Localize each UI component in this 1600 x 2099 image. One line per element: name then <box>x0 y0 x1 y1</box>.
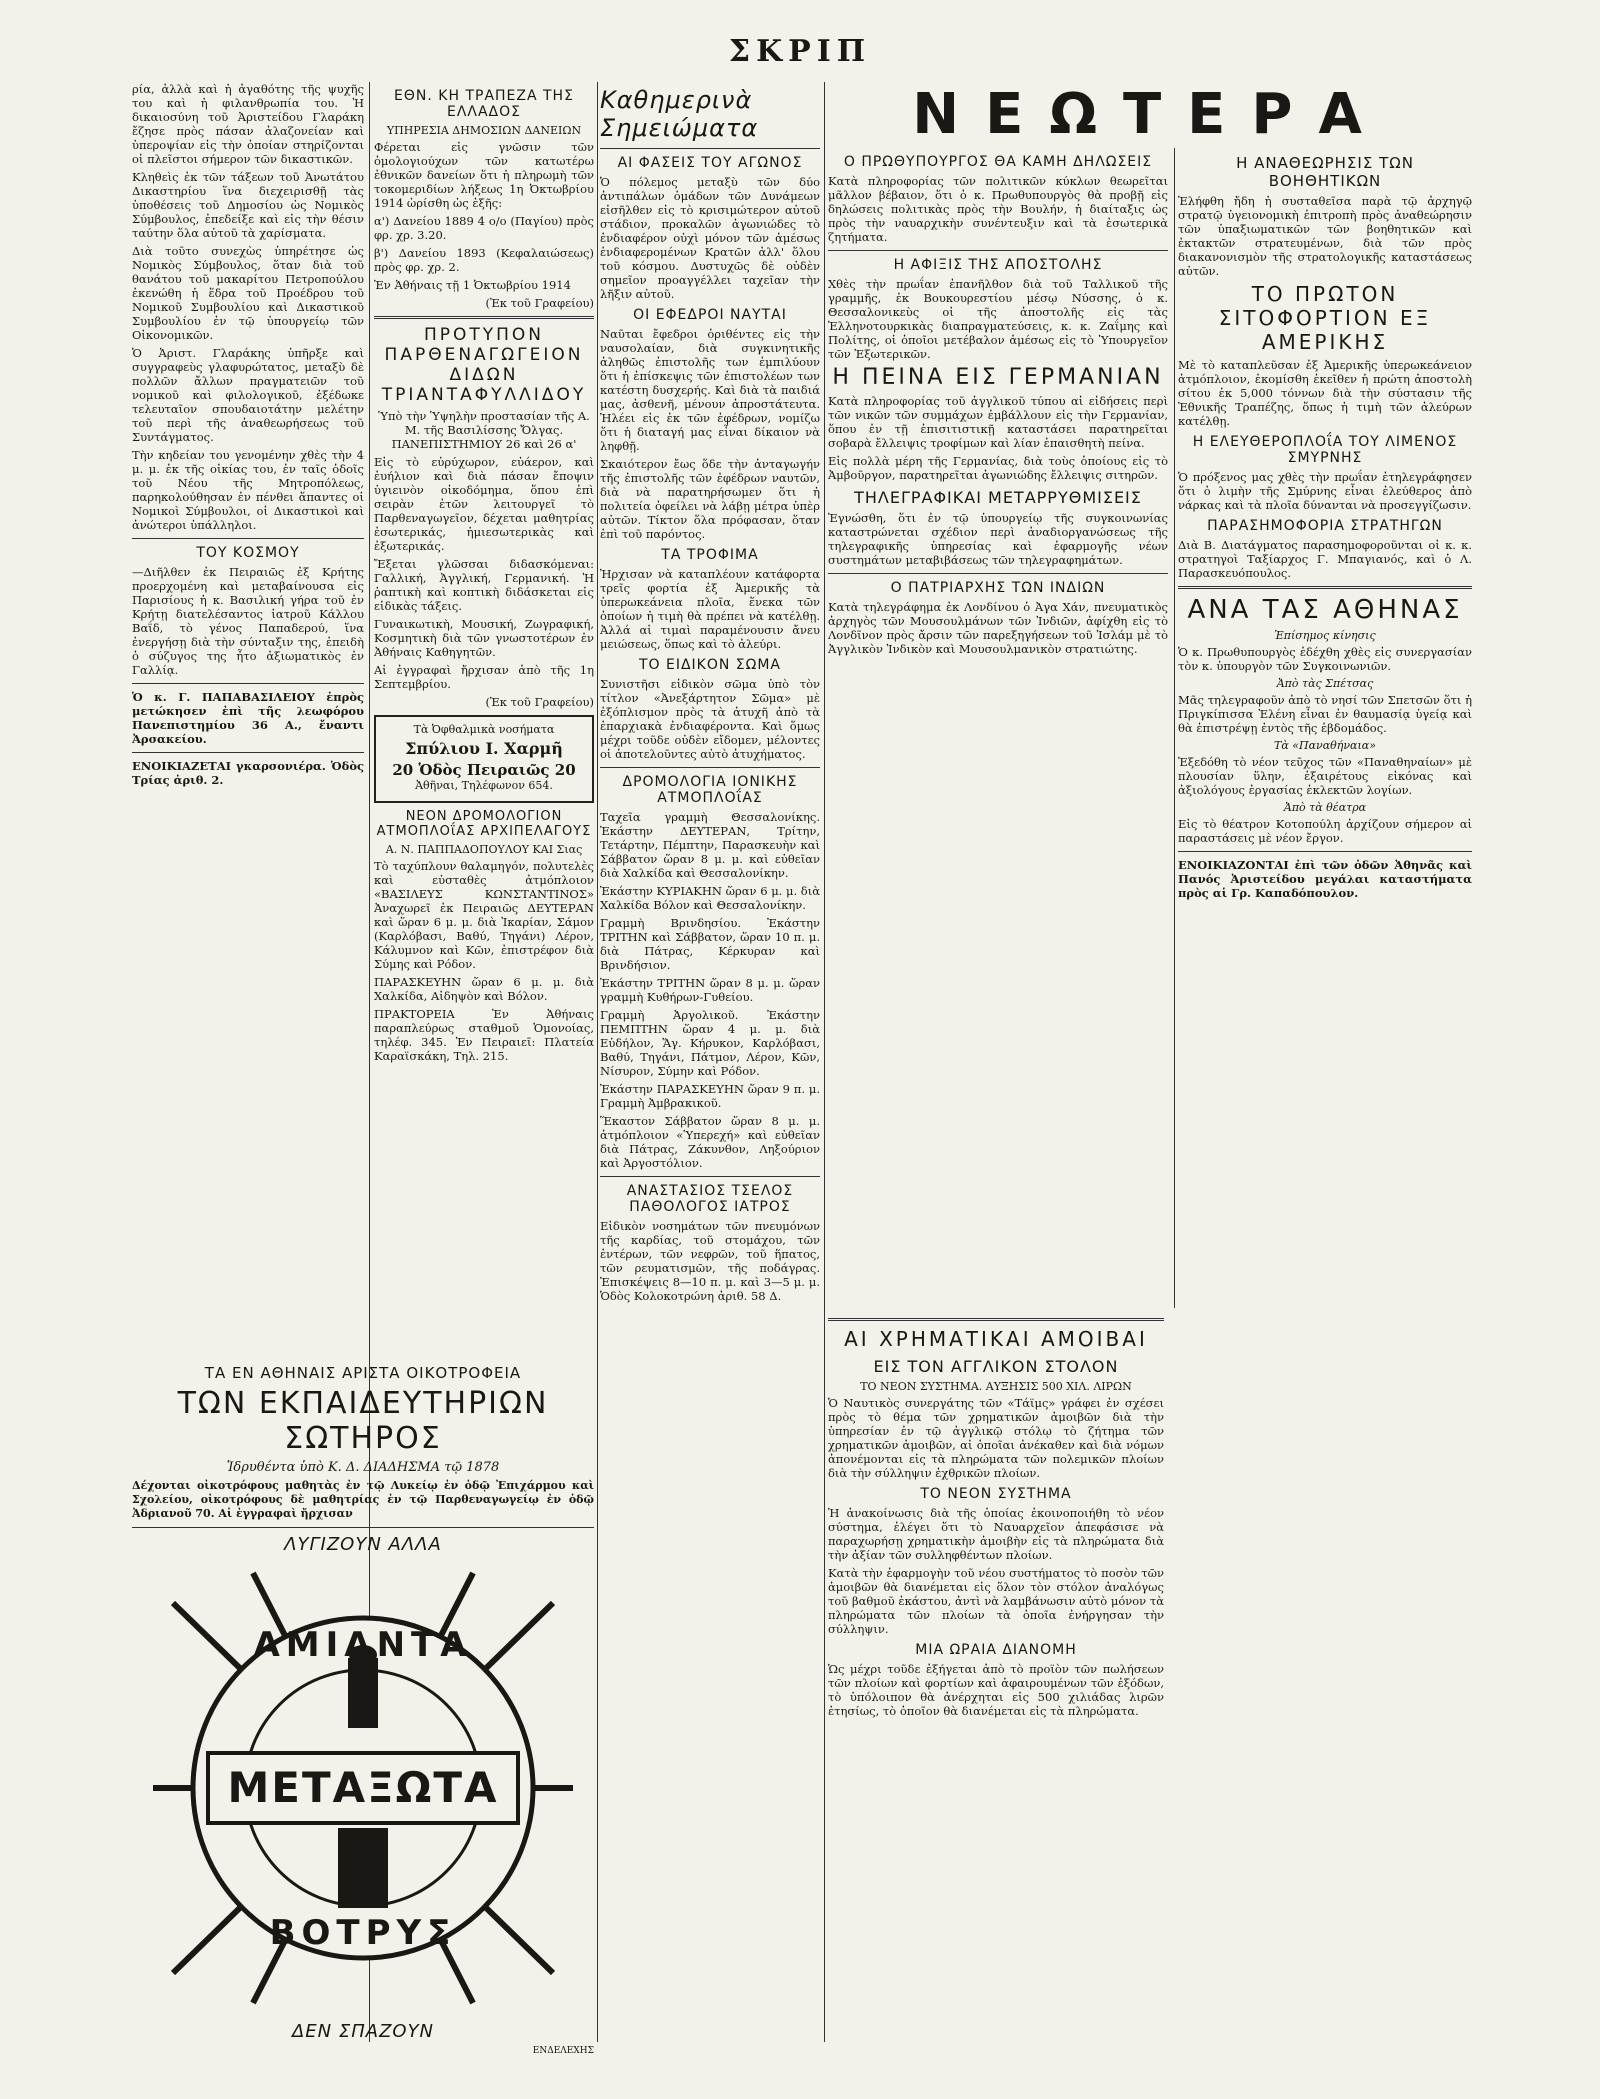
divider <box>828 250 1168 251</box>
article-subheadline: ΤΟ ΝΕΟΝ ΣΥΣΤΗΜΑ. ΑΥΞΗΣΙΣ 500 ΧΙΛ. ΛΙΡΩΝ <box>860 1380 1132 1393</box>
ad-founded: Ἱδρυθέντα ὑπὸ Κ. Δ. ΔΙΑΔΗΣΜΑ τῷ 1878 <box>226 1460 500 1475</box>
article-text: Κληθεὶς ἐκ τῶν τάξεων τοῦ Ἀνωτάτου Δικαστηρίου ἵνα διεχειρισθῇ τὰς ὑποθέσεις τοῦ Δημοσίου ὡς Νομικὸς Σύμβουλος, ἐπεδείξε καὶ εἰς τὴν θέσιν ταύτην ὅλα αὐτοῦ τὰ χαρίσματα. <box>132 170 364 240</box>
article-text: Κατὰ τηλεγράφημα ἐκ Λονδίνου ὁ Ἀγα Χάν, πνευματικὸς ἀρχηγὸς τῶν Μουσουλμάνων τῶν Ἰνδιῶν, ἀφίχθη εἰς τὸ Λονδῖνον πρὸς ἄρσιν τῶν παρεξηγήσεων τοῦ Ἰσλάμ μὲ τὸ Ἀγγλικὸν Ἰνδικὸν καὶ Μουσουλμανικὸν στρατιώτης. <box>828 600 1168 656</box>
article-text: Κατὰ πληροφορίας τῶν πολιτικῶν κύκλων θεωρεῖται μᾶλλον βέβαιον, ὅτι ὁ κ. Πρωθυπουργὸς θὰ προβῇ εἰς δηλώσεις πολιτικὰς πρὸς τὴν Βουλήν, ἡ διαίταξις ὡς πρὸς τὴν ναυαρχικὴν συνέντευξιν καὶ τὰ ἐσωτερικὰ ζητήματα. <box>828 174 1168 244</box>
column-4 <box>828 148 1168 1308</box>
divider <box>374 316 594 319</box>
article-text: Εἰς τὸ θέατρον Κοτοπούλη ἀρχίζουν σήμερον αἱ παραστάσεις μὲ νέον ἔργον. <box>1178 817 1472 845</box>
article-text: Ἔξεται γλῶσσαι διδασκόμεναι: Γαλλική, Ἀγγλική, Γερμανική. Ἡ ῥαπτικὴ καὶ κοπτικὴ διδάσκεται εἰς εἰδικὰς τάξεις. <box>374 557 594 613</box>
article-text: Εἰς πολλὰ μέρη τῆς Γερμανίας, διὰ τοὺς ὁποίους εἰς τὸ Ἀμβοῦργον, παρατηρεῖται ἀγωνιώδης ἔλλειψις σιτηρῶν. <box>828 454 1168 482</box>
column-2 <box>374 82 594 1352</box>
wine-ad-emblem <box>153 1563 573 2013</box>
divider <box>1178 586 1472 589</box>
article-text: Ὁ Ναυτικὸς συνεργάτης τῶν «Τάϊμς» γράφει ἐν σχέσει πρὸς τὸ θέμα τῶν χρηματικῶν ἀμοιβῶν διὰ τὴν ὑπηρεσίαν ἐν τῷ ἀγγλικῷ στόλῳ τὸ ζήτημα τῶν χρηματικῶν ἀμοιβῶν, αἱ ὁποῖαι ἀνέκαθεν καὶ διὰ νόμων ἀπονέμονται εἰς τὰ πληρώματα τῶν πολεμικῶν πλοίων διὰ τὴν σύλληψιν ἐχθρικῶν πλοίων. <box>828 1396 1164 1480</box>
divider <box>132 752 364 753</box>
article-text: Ἐκάστην ΚΥΡΙΑΚΗΝ ὥραν 6 μ. μ. διὰ Χαλκίδα Βόλον καὶ Θεσσαλονίκην. <box>600 884 820 912</box>
divider <box>600 767 820 768</box>
section-subheading: ΤΟ ΝΕΟΝ ΣΥΣΤΗΜΑ <box>920 1486 1072 1502</box>
section-heading: ΕΘΝ. ΚΗ ΤΡΑΠΕΖΑ ΤΗΣ ΕΛΛΑΔΟΣ <box>394 88 574 120</box>
ad-title: Τὰ Ὀφθαλμικὰ νοσήματα <box>413 723 555 736</box>
article-text: Μὲ τὸ καταπλεῦσαν ἐξ Ἀμερικῆς ὑπερωκεάνειον ἀτμόπλοιον, ἐκομίσθη ἐκεῖθεν ἡ πρώτη ἀποστολὴ σίτου ἐκ 5,000 τόννων διὰ τὴν σύστασιν τῆς Ἐθνικῆς Τραπέζης, ὅπως ἡ τιμὴ τῶν ἀλεύρων κατέλθῃ. <box>1178 358 1472 428</box>
article-text: Φέρεται εἰς γνῶσιν τῶν ὁμολογιούχων τῶν κατωτέρω ἐθνικῶν δανείων ὅτι ἡ πληρωμὴ τῶν τοκομεριδίων λήξεως 1η Ὀκτωβρίου 1914 ὡρίσθη ὡς ἑξῆς: <box>374 140 594 210</box>
advertisement-box <box>374 715 594 803</box>
section-heading: Ο ΠΑΤΡΙΑΡΧΗΣ ΤΩΝ ΙΝΔΙΩΝ <box>890 580 1106 596</box>
section-subheading: Ἐπίσημος κίνησις <box>1274 629 1376 642</box>
article-text: α') Δανείου 1889 4 ο/ο (Παγίου) πρὸς φρ. χρ. 3.20. <box>374 214 594 242</box>
divider <box>132 1527 594 1528</box>
dateline: Ἐν Ἀθήναις τῇ 1 Ὀκτωβρίου 1914 <box>374 278 571 292</box>
ad-phone: Ἀθῆναι, Τηλέφωνον 654. <box>415 779 553 792</box>
section-heading: ΤΟΥ ΚΟΣΜΟΥ <box>196 545 300 561</box>
section-heading: ΠΑΡΑΣΗΜΟΦΟΡΙΑ ΣΤΡΑΤΗΓΩΝ <box>1207 518 1443 534</box>
section-heading: ΤΗΛΕΓΡΑΦΙΚΑΙ ΜΕΤΑΡΡΥΘΜΙΣΕΙΣ <box>854 488 1142 507</box>
section-heading: ΔΡΟΜΟΛΟΓΙΑ ΙΟΝΙΚΗΣ ΑΤΜΟΠΛΟΐΑΣ <box>622 774 798 806</box>
article-text: Εἰδικὸν νοσημάτων τῶν πνευμόνων τῆς καρδίας, τοῦ στομάχου, τῶν ἐντέρων, τῶν νεφρῶν, τοῦ ἥπατος, τῶν ρευματισμῶν, τῆς ποδάγρας. Ἐπισκέψεις 8—10 π. μ. καὶ 3—5 μ. μ. Ὁδὸς Κολοκοτρώνη ἀριθ. 58 Δ. <box>600 1219 820 1303</box>
classified-ad: ΕΝΟΙΚΙΑΖΟΝΤΑΙ ἐπὶ τῶν ὁδῶν Ἀθηνᾶς καὶ Πανός Ἀριστείδου μεγάλαι καταστήματα πρὸς αἱ Γρ. Καπαδόπουλον. <box>1178 858 1472 900</box>
article-text: Ἐκάστην ΠΑΡΑΣΚΕΥΗΝ ὥραν 9 π. μ. Γραμμὴ Ἀμβρακικοῦ. <box>600 1082 820 1110</box>
article-text: ΠΑΡΑΣΚΕΥΗΝ ὥραν 6 μ. μ. διὰ Χαλκίδα, Αἰδηψὸν καὶ Βόλον. <box>374 975 594 1003</box>
section-heading: ΤΟ ΠΡΩΤΟΝ ΣΙΤΟΦΟΡΤΙΟΝ ΕΞ ΑΜΕΡΙΚΗΣ <box>1218 282 1432 354</box>
column-rule <box>1174 148 1175 1308</box>
divider <box>600 148 820 149</box>
article-text: Γυναικωτικὴ, Μουσική, Ζωγραφική, Κοσμητικὴ διὰ τῶν γνωστοτέρων ἐν Ἀθήναις Καθηγητῶν. <box>374 617 594 659</box>
section-subheading: ΜΙΑ ΩΡΑΙΑ ΔΙΑΝΟΜΗ <box>915 1642 1077 1658</box>
article-text: β') Δανείου 1893 (Κεφαλαιώσεως) πρὸς φρ. χρ. 2. <box>374 246 594 274</box>
article-text: Εἰς τὸ εὐρύχωρον, εὐάερον, καὶ ἐυήλιον καὶ διὰ πάσαν ἔποψιν ὑγιεινὸν οἰκοδόμημα, ὅπου ἐπὶ σειρὰν ἐτῶν λειτουργεῖ τὸ Παρθεναγωγεῖον, δέχεται μαθητρίας ἐσωτερικάς, ἡμιεσωτερικὰς καὶ ἐξωτερικάς. <box>374 455 594 553</box>
masthead: ΣΚΡΙΠ <box>728 34 872 69</box>
wide-article <box>828 1312 1164 1722</box>
article-text: Σκαιότερον ἔως ὅδε τὴν ἀνταγωγήν τῆς ἐπιστολῆς τῶν ἐφέδρων ναυτῶν, διὰ νὰ παρατηρήσωμεν ὅτι ἡ πολιτεία ὀφείλει νὰ λάβῃ μέτρα ὑπὲρ αὐτῶν. Τίκτον ὅλα πρόφασαν, ὅταν ἐπὶ τοῦ παρόντος. <box>600 457 820 541</box>
section-heading: Η ΠΕΙΝΑ ΕΙΣ ΓΕΡΜΑΝΙΑΝ <box>832 365 1164 390</box>
article-text: —Διῆλθεν ἐκ Πειραιῶς ἐξ Κρήτης προερχομένη καὶ μεταβαίνουσα εἰς Παρισίους ἡ κ. Βασιλική γήρα τοῦ ἐν Κρήτῃ διατελέσαντος ἰατροῦ Κάλλου Βαΐδ, τὸ γένος Παπαδερού, ἵνα ἐνεργήσῃ διὰ τὴν σύνταξιν της, ἐπειδὴ ὁ σύζυγος της ἦτο ἀξιωματικὸς ἐν Γαλλίᾳ. <box>132 565 364 677</box>
article-text: Ταχεῖα γραμμὴ Θεσσαλονίκης. Ἐκάστην ΔΕΥΤΕΡΑΝ, Τρίτην, Τετάρτην, Πέμπτην, Παρασκευὴν καὶ Σάββατον ὥραν 8 μ. μ. καὶ εὐθεῖαν διὰ Χαλκίδα καὶ Θεσσαλονίκην. <box>600 810 820 880</box>
article-headline: ΑΙ ΧΡΗΜΑΤΙΚΑΙ ΑΜΟΙΒΑΙ <box>844 1327 1148 1351</box>
article-text: Κατὰ πληροφορίας τοῦ ἀγγλικοῦ τύπου αἱ εἰδήσεις περὶ τῶν νικῶν τῶν συμμάχων ἐμβάλλουν εἰς τὴν Γερμανίαν, ὅπου ἐν τῇ ἐπισιτιστικῇ καταστάσει παρατηρεῖται σοβαρὰ ἔλλειψις τροφίμων καὶ λίαν ἐπαισθητὴ πείνα. <box>828 394 1168 450</box>
section-heading: ΑΝΑ ΤΑΣ ΑΘΗΝΑΣ <box>1187 595 1463 625</box>
ad-text: Δέχονται οἰκοτρόφους μαθητὰς ἐν τῷ Λυκείῳ ἐν ὁδῷ Ἐπιχάρμου καὶ Σχολείου, οἰκοτρόφους δὲ μαθητρίας ἐν τῷ Παρθεναγωγείῳ ἐν ὁδῷ Ἀδριανοῦ 70. Αἱ ἐγγραφαὶ ἤρχισαν <box>132 1479 594 1520</box>
divider <box>828 1318 1164 1321</box>
article-text: Ἡ ἀνακοίνωσις διὰ τῆς ὁποίας ἐκοινοποιήθη τὸ νέον σύστημα, ἐλέγει ὅτι τὸ Ναυαρχεῖον ἀπεφάσισε νὰ παραχωρήσῃ χρηματικὴν ἀμοιβὴν εἰς τὰ πληρώματα διὰ τὴν ἀξίαν τῶν συλληφθέντων πλοίων. <box>828 1506 1164 1562</box>
section-subheading: ΤΟ ΕΙΔΙΚΟΝ ΣΩΜΑ <box>638 657 782 673</box>
article-text: Ὑπὸ τὴν Ὑψηλὴν προστασίαν τῆς Α. Μ. τῆς Βασιλίσσης Ὄλγας. ΠΑΝΕΠΙΣΤΗΜΙΟΥ 26 καὶ 26 α' <box>378 409 590 451</box>
section-heading: Ο ΠΡΩΘΥΠΟΥΡΓΟΣ ΘΑ ΚΑΜΗ ΔΗΛΩΣΕΙΣ <box>843 154 1153 170</box>
section-subheading: Ἀπὸ τὰ θέατρα <box>1283 801 1367 814</box>
engraver-signature: ΕΝΔΕΛΕΧΗΣ <box>532 2046 594 2056</box>
column-5 <box>1178 148 1472 2068</box>
section-heading: Η ΕΛΕΥΘΕΡΟΠΛΟΐΑ ΤΟΥ ΛΙΜΕΝΟΣ ΣΜΥΡΝΗΣ <box>1192 434 1458 466</box>
dateline: Αἱ ἐγγραφαὶ ἤρχισαν ἀπὸ τῆς 1η Σεπτεμβρίου. <box>374 663 594 691</box>
ad-heading: ΤΑ ΕΝ ΑΘΗΝΑΙΣ ΑΡΙΣΤΑ ΟΙΚΟΤΡΟΦΕΙΑ <box>204 1364 522 1382</box>
article-text: Κατὰ τὴν ἐφαρμογὴν τοῦ νέου συστήματος τὸ ποσὸν τῶν ἀμοιβῶν θὰ διανέμεται εἰς ὅλον τὸν στόλον ἀναλόγως τοῦ βαθμοῦ ἑκάστου, ἀντὶ νὰ λαμβάνωσιν αὐτὸ μόνον τὰ πληρώματα τῶν πλοίων τὰ ὁποῖα ἐνήργησαν τὴν σύλληψιν. <box>828 1566 1164 1636</box>
article-text: Ἐγνώσθη, ὅτι ἐν τῷ ὑπουργείῳ τῆς συγκοινωνίας καταστρώνεται σχέδιον περὶ ἀναδιοργανώσεως τῆς τηλεγραφικῆς ὑπηρεσίας καὶ ἐφαρμογῆς νέων συστημάτων μεταβιβάσεως τῶν τηλεγραφημάτων. <box>828 511 1168 567</box>
article-text: Ὁ πόλεμος μεταξὺ τῶν δύο ἀντιπάλων ὁμάδων τῶν Δυνάμεων εἰσῆλθεν εἰς τὸ κρισιμώτερον αὐτοῦ στάδιον, προκαλῶν ἀγωνιώδες τὸ ἐνδιαφέρον οὐχὶ μόνον τῶν ἀμέσως ἐνδιαφερομένων Κρατῶν ἀλλ' ὅλου τοῦ κόσμου. Δυστυχῶς δὲ οὐδὲν σημεῖον προαγγέλλει ταχεῖαν τὴν λῆξιν αὐτοῦ. <box>600 175 820 301</box>
column-3 <box>600 82 820 2042</box>
column-rule <box>597 82 598 2042</box>
signature: (Ἐκ τοῦ Γραφείου) <box>485 296 594 310</box>
ad-address: 20 Ὁδὸς Πειραιῶς 20 <box>392 761 576 779</box>
section-subheading: Α. Ν. ΠΑΠΠΑΔΟΠΟΥΛΟΥ ΚΑΙ Σιας <box>385 843 583 856</box>
bottom-advertisements <box>132 1358 594 2056</box>
divider <box>1178 851 1472 852</box>
divider <box>828 573 1168 574</box>
article-text: Γραμμὴ Ἀργολικοῦ. Ἐκάστην ΠΕΜΠΤΗΝ ὥραν 4 μ. μ. διὰ Εὐδήλον, Ἅγ. Κήρυκον, Καρλόβασι, Βαθύ, Τηγάνι, Πάτμον, Λέρον, Κῶν, Νίσυρον, Σύμην καὶ Ρόδον. <box>600 1008 820 1078</box>
section-subheading: ΟΙ ΕΦΕΔΡΟΙ ΝΑΥΤΑΙ <box>633 307 787 323</box>
wine-arc-bottom: ΒΟΤΡΥΣ <box>269 1913 457 1953</box>
classified-ad: Ὁ κ. Γ. ΠΑΠΑΒΑΣΙΛΕΙΟΥ ἐπρὸς μετώκησεν ἐπὶ τῆς λεωφόρου Πανεπιστημίου 36 Α., ἔναντι Ἀρσακείου. <box>132 690 364 746</box>
article-text: Ὡς μέχρι τοῦδε ἐξήγεται ἀπὸ τὸ προϊὸν τῶν πωλήσεων τῶν πλοίων καὶ φορτίων καὶ ἀφαιρουμένων τῶν ἐξόδων, τὸ ὑπόλοιπον θὰ ἀνέρχηται εἰς 500 χιλιάδας λιρῶν ἐτησίως, τὸ ὁποῖον θὰ διανέμεται εἰς τὰ πληρώματα. <box>828 1662 1164 1718</box>
article-text: Ἐξεδόθη τὸ νέον τεῦχος τῶν «Παναθηναίων» μὲ πλουσίαν ὕλην, ἐξαιρέτους εἰκόνας καὶ ἀξιολόγους ἐργασίας ἐκλεκτῶν λογίων. <box>1178 755 1472 797</box>
article-text: Συνιστῆσι εἰδικὸν σῶμα ὑπὸ τὸν τίτλον «Ἀνεξάρτητον Σῶμα» μὲ ἐξόπλισμον πρὸς τὰ ἀτυχῆ ἀπὸ τὰ ἐπαρχιακὰ ἐνδιαφέροντα. Καὶ ὅμως μέχρι τοῦδε οὐδὲν εἴδομεν, μέλοντες οἱ ἀποτελοῦντες αὐτὸ ἀτυχήματος. <box>600 677 820 761</box>
ad-title: ΤΩΝ ΕΚΠΑΙΔΕΥΤΗΡΙΩΝ ΣΩΤΗΡΟΣ <box>177 1386 549 1456</box>
section-heading: Η ΑΦΙΞΙΣ ΤΗΣ ΑΠΟΣΤΟΛΗΣ <box>893 257 1103 273</box>
divider <box>132 538 364 539</box>
article-text: Διὰ Β. Διατάγματος παρασημοφοροῦνται οἱ κ. κ. στρατηγοὶ Ταξίαρχος Γ. Μπαγιανός, καὶ ὁ Λ. Παρασκευόπουλος. <box>1178 538 1472 580</box>
section-subheading: Ἀπὸ τὰς Σπέτσας <box>1276 677 1374 690</box>
article-text: Διὰ τοῦτο συνεχὼς ὑπηρέτησε ὡς Νομικὸς Σύμβουλος, ὅταν διὰ τοῦ θανάτου τοῦ μακαρίτου Πετροπούλου ἐκενώθη ἡ ἕδρα τοῦ Προέδρου τοῦ Νομικοῦ Συμβουλίου καὶ Δικαστικοῦ Συμβουλίου ἐν τῷ ὑπουργείῳ τῶν Οἰκονομικῶν. <box>132 244 364 342</box>
article-text: Ὁ κ. Πρωθυπουργὸς ἐδέχθη χθὲς εἰς συνεργασίαν τὸν κ. ὑπουργὸν τῶν Συγκοινωνιῶν. <box>1178 645 1472 673</box>
article-text: Ἐλήφθη ἤδη ἡ συσταθεῖσα παρὰ τῷ ἀρχηγῷ στρατῷ ὑγειονομικὴ ἐπιτροπὴ πρὸς ἀναθεώρησιν τῶν ὑπαξιωματικῶν τῶν βοηθητικῶν καὶ ἐκτακτῶν στρατευμένων, διὰ τῶν πρὸς διακανονισμὸν τῆς στρατολογικῆς καταστάσεως αὐτῶν. <box>1178 194 1472 278</box>
signature: (Ἐκ τοῦ Γραφείου) <box>485 695 594 709</box>
article-text: Ἕκαστον Σάββατον ὥραν 8 μ. μ. ἀτμόπλοιον «Ὑπερεχή» καὶ εὐθεῖαν διὰ Πάτρας, Ζάκυνθον, Ληξούριον καὶ Ἀργοστόλιον. <box>600 1114 820 1170</box>
classified-ad: ΕΝΟΙΚΙΑΖΕΤΑΙ γκαρσονιέρα. Ὁδὸς Τρίας ἀριθ. 2. <box>132 759 364 787</box>
section-heading: ΠΡΟΤΥΠΟΝ ΠΑΡΘΕΝΑΓΩΓΕΙΟΝ ΔΙΔΩΝ ΤΡΙΑΝΤΑΦΥΛΛΙΔΟΥ <box>381 325 587 405</box>
article-text: Ἠρχισαν νὰ καταπλέουν κατάφορτα τρεῖς φορτία ἐξ Ἀμερικῆς τὰ ὑπερωκεάνεια πλοῖα, ἕνεκα τῶν ὁποίων ἡ τιμὴ θὰ πρέπει νὰ κατέλθῃ. Ἀλλά αἱ τιμαὶ παραμένουσιν ἄνευ μειώσεως, ὅπως καὶ τὸ ἀλεύρι. <box>600 567 820 651</box>
neotera-banner: ΝΕΩΤΕΡΑ <box>912 82 1388 147</box>
section-subheading: ΤΑ ΤΡΟΦΙΜΑ <box>661 547 759 563</box>
wine-ad-top: ΛΥΓΙΖΟΥΝ ΑΛΛΑ <box>284 1534 442 1555</box>
article-text: Γραμμὴ Βρινδησίου. Ἐκάστην ΤΡΙΤΗΝ καὶ Σάββατον, ὥραν 10 π. μ. διὰ Πάτρας, Κέρκυραν καὶ Βρινδήσιον. <box>600 916 820 972</box>
section-subheading: ΑΙ ΦΑΣΕΙΣ ΤΟΥ ΑΓΩΝΟΣ <box>617 155 803 171</box>
column-rule <box>824 82 825 2042</box>
article-text: Ὁ πρόξενος μας χθὲς τὴν πρωΐαν ἐτηλεγράφησεν ὅτι ὁ λιμὴν τῆς Σμύρνης εἶναι ἐλεύθερος ἀπὸ νάρκας καὶ τὰ πλοῖα δύνανται νὰ προσεγγίζωσιν. <box>1178 470 1472 512</box>
ad-name: Σπύλιου Ι. Χαρμῆ <box>405 739 563 758</box>
section-subheading: ΥΠΗΡΕΣΙΑ ΔΗΜΟΣΙΩΝ ΔΑΝΕΙΩΝ <box>386 124 582 137</box>
wine-center: ΜΕΤΑΞΩΤΑ <box>227 1763 499 1812</box>
section-subheading: Τὰ «Παναθήναια» <box>1274 739 1376 752</box>
section-heading: ΑΝΑΣΤΑΣΙΟΣ ΤΣΕΛΟΣ ΠΑΘΟΛΟΓΟΣ ΙΑΤΡΟΣ <box>626 1183 794 1215</box>
article-text: Τὴν κηδείαν του γενομένην χθὲς τὴν 4 μ. μ. ἐκ τῆς οἰκίας του, ἐν ταῖς ὁδοῖς τοῦ Νέου τῆς Μητροπόλεως, παρηκολούθησαν ἐν πένθει ἅπαντες οἱ Νομικοὶ Σύμβουλοι, οἱ Δικαστικοὶ καὶ ἀνώτεροι ὑπάλληλοι. <box>132 448 364 532</box>
column-1 <box>132 82 364 1352</box>
article-text: Μᾶς τηλεγραφοῦν ἀπὸ τὸ νησί τῶν Σπετσῶν ὅτι ἡ Πριγκίπισσα Ἑλένη εἶναι ἐν θαυμασίᾳ ὑγείᾳ καὶ θὰ ἐπιστρέψῃ ἐντὸς τῆς ἑβδομάδος. <box>1178 693 1472 735</box>
article-text: Ναῦται ἔφεδροι ὁριθέντες εἰς τὴν ναυσολαίαν, διὰ συγκινητικῆς ἀληθῶς ἐπιστολῆς των ἐμπιλύουν ὅτι ἡ ἐπίσκεψις τῶν ἐπιστολέων των κατέστη δυσχερής. Καὶ διὰ τὰ παιδιά μας, ἀσθενῆ, μένουν ἀπροστάτευτα. Ἠλέει εἰς ἐκ τῶν ἐφέδρων, νομίζω ὅτι ἡ διαταγή μας εἶναι δίκαιον νὰ ληφθῇ. <box>600 327 820 453</box>
article-headline: ΕΙΣ ΤΟΝ ΑΓΓΛΙΚΟΝ ΣΤΟΛΟΝ <box>873 1357 1119 1376</box>
article-text: Ὁ Ἀριστ. Γλαράκης ὑπῆρξε καὶ συγγραφεὺς γλαφυρώτατος, μεταξὺ δὲ πολλῶν ἄλλων πραγματειῶν τοῦ νομικοῦ καὶ φιλολογικοῦ, ἐξέδωκε τελευταῖον σπουδαιοτάτην μελέτην τοῦ περὶ τῆς ἀναθεωρήσεως τοῦ Συντάγματος. <box>132 346 364 444</box>
article-text: ΠΡΑΚΤΟΡΕΙΑ Ἐν Ἀθήναις παραπλεύρως σταθμοῦ Ὁμονοίας, τηλέφ. 345. Ἐν Πειραιεῖ: Πλατεία Καραϊσκάκη, Τηλ. 215. <box>374 1007 594 1063</box>
wine-ad-bottom: ΔΕΝ ΣΠΑΖΟΥΝ <box>291 2021 435 2042</box>
divider <box>600 1176 820 1177</box>
article-text: Ἐκάστην ΤΡΙΤΗΝ ὥραν 8 μ. μ. ὥραν γραμμὴ Κυθήρων-Γυθείου. <box>600 976 820 1004</box>
article-text: Χθὲς τὴν πρωΐαν ἐπανῆλθον διὰ τοῦ Ταλλικοῦ τῆς γραμμῆς, ἐκ Βουκουρεστίου μέσῳ Νύσσης, ὁ κ. Θεσσαλονικεὺς οἱ τῆς ἀποστολῆς εἰς τὰς Ἑλληνοτουρκικὰς διαπραγματεύσεις, κ. κ. Ζαΐμης καὶ Πολίτης, οἱ ὁποῖοι μετέβαλον ἀμέσως εἰς τὸ Ὑπουργεῖον τῶν Ἐξωτερικῶν. <box>828 277 1168 361</box>
wine-arc-top: ΑΜΙΑΝΤΑ <box>253 1625 473 1665</box>
section-heading: Καθημερινὰ Σημειώματα <box>600 86 759 142</box>
divider <box>132 683 364 684</box>
article-text: Τὸ ταχύπλουν θαλαμηγόν, πολυτελὲς καὶ εὐσταθὲς ἀτμόπλοιον «ΒΑΣΙΛΕΥΣ ΚΩΝΣΤΑΝΤΙΝΟΣ» Ἀναχωρεῖ ἐκ Πειραιῶς ΔΕΥΤΕΡΑΝ καὶ ὥραν 6 μ. μ. διὰ Ἰκαρίαν, Σάμον (Καρλόβασι, Βαθύ, Τηγάνι) Λέρον, Κάλυμνον καὶ Κῶν, ἐπιστρέφον διὰ Σύμης καὶ Ρόδον. <box>374 859 594 971</box>
section-heading: Η ΑΝΑΘΕΩΡΗΣΙΣ ΤΩΝ ΒΟΗΘΗΤΙΚΩΝ <box>1236 154 1414 190</box>
section-heading: ΝΕΟΝ ΔΡΟΜΟΛΟΓΙΟΝ ΑΤΜΟΠΛΟΐΑΣ ΑΡΧΙΠΕΛΑΓΟΥΣ <box>376 809 592 839</box>
article-text: ρία, ἀλλὰ καὶ ἡ ἀγαθότης τῆς ψυχῆς του καὶ ἡ φιλανθρωπία του. Ἡ δικαιοσύνη τοῦ Ἀριστείδου Γλαράκη ἔζησε πρὸς πάσαν ἀλαζονείαν καὶ ὑπεροψίαν εἰς τὴν ὁποίαν στηρίζονται οἱ πλεῖστοι σήμερον τῶν δικαστικῶν. <box>132 82 364 166</box>
